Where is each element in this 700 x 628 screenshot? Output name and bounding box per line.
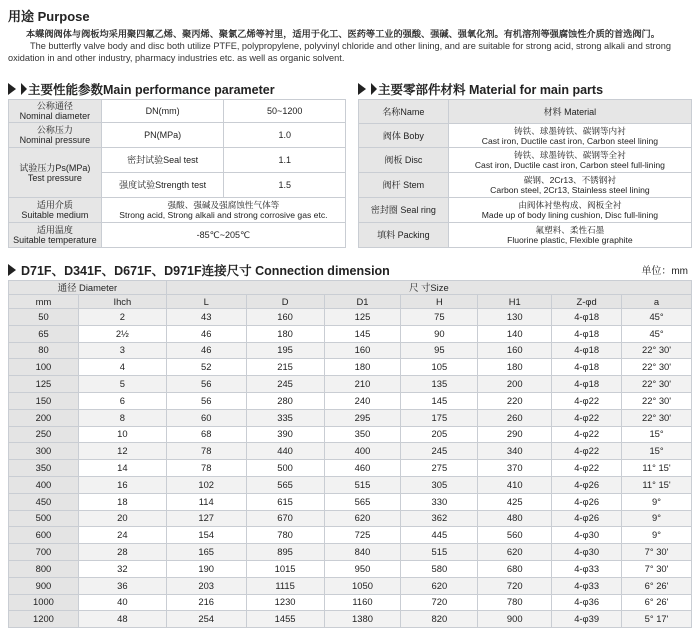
table-cell: 220 <box>478 392 552 409</box>
table-cell: 65 <box>9 325 79 342</box>
table-cell: 190 <box>166 560 246 577</box>
table-cell: 1115 <box>246 577 324 594</box>
table-cell: 330 <box>401 493 478 510</box>
table-row <box>9 309 692 326</box>
part-name-cell: 阀体 Boby <box>359 124 449 148</box>
table-cell: 6° 26' <box>622 594 692 611</box>
table-cell: 445 <box>401 527 478 544</box>
table-cell: 140 <box>478 325 552 342</box>
table-cell: 7° 30' <box>622 544 692 561</box>
table-cell: 3 <box>78 342 166 359</box>
table-row <box>9 611 692 628</box>
table-cell: 1015 <box>246 560 324 577</box>
column-header: H1 <box>478 295 552 309</box>
key-cell: PN(MPa) <box>101 123 224 148</box>
table-cell: 1455 <box>246 611 324 628</box>
table-cell: 48 <box>78 611 166 628</box>
table-cell: 370 <box>478 460 552 477</box>
table-cell: 780 <box>478 594 552 611</box>
table-cell: 8 <box>78 409 166 426</box>
table-cell: 46 <box>166 342 246 359</box>
table-cell: 18 <box>78 493 166 510</box>
table-cell: 9° <box>622 493 692 510</box>
table-cell: 105 <box>401 359 478 376</box>
table-cell: 400 <box>9 476 79 493</box>
column-header: mm <box>9 295 79 309</box>
table-cell: 125 <box>9 376 79 393</box>
table-cell: 250 <box>9 426 79 443</box>
table-cell: 130 <box>478 309 552 326</box>
table-cell: 150 <box>9 392 79 409</box>
table-cell: 480 <box>478 510 552 527</box>
table-cell: 400 <box>324 443 401 460</box>
table-cell: 145 <box>324 325 401 342</box>
table-cell: 780 <box>246 527 324 544</box>
table-cell: 203 <box>166 577 246 594</box>
triangle-marker-icon <box>358 83 366 95</box>
table-cell: 305 <box>401 476 478 493</box>
table-cell: 4-φ22 <box>552 460 622 477</box>
table-cell: 260 <box>478 409 552 426</box>
table-cell: 216 <box>166 594 246 611</box>
value-cell: 1.5 <box>224 173 346 198</box>
table-row <box>9 123 346 148</box>
table-row <box>9 460 692 477</box>
performance-table <box>8 99 346 248</box>
table-cell: 45° <box>622 325 692 342</box>
table-cell: 4-φ33 <box>552 560 622 577</box>
value-cell: 强酸、强碱及强腐蚀性气体等 Strong acid, Strong alkali and strong corrosive gas etc. <box>101 198 345 223</box>
table-cell: 725 <box>324 527 401 544</box>
table-cell: 15° <box>622 426 692 443</box>
table-cell: 820 <box>401 611 478 628</box>
table-cell: 46 <box>166 325 246 342</box>
table-cell: 460 <box>324 460 401 477</box>
table-cell: 900 <box>9 577 79 594</box>
table-row <box>359 173 692 198</box>
table-cell: 40 <box>78 594 166 611</box>
column-header: D <box>246 295 324 309</box>
table-cell: 500 <box>9 510 79 527</box>
table-row <box>359 100 692 124</box>
key-cell: DN(mm) <box>101 100 224 123</box>
table-cell: 5° 17' <box>622 611 692 628</box>
table-cell: 1380 <box>324 611 401 628</box>
table-cell: 12 <box>78 443 166 460</box>
table-cell: 4-φ18 <box>552 325 622 342</box>
table-cell: 4-φ18 <box>552 376 622 393</box>
table-cell: 11° 15' <box>622 460 692 477</box>
table-cell: 43 <box>166 309 246 326</box>
table-cell: 500 <box>246 460 324 477</box>
table-cell: 145 <box>401 392 478 409</box>
column-header: L <box>166 295 246 309</box>
table-cell: 560 <box>478 527 552 544</box>
table-cell: 565 <box>324 493 401 510</box>
purpose-section <box>8 6 694 64</box>
purpose-text-en: The butterfly valve body and disc both utilize PTFE, polypropylene, polyvinyl chloride and other lining, and are suitable for strong acid, strong alkali and strong oxidation in and other industry, pharmacy industries etc. as well as organic solvent. <box>8 41 671 63</box>
label-cell: 试验压力Ps(MPa) Test pressure <box>9 148 102 198</box>
table-cell: 275 <box>401 460 478 477</box>
table-cell: 22° 30' <box>622 409 692 426</box>
part-name-cell: 阀杆 Stem <box>359 173 449 198</box>
table-cell: 28 <box>78 544 166 561</box>
table-cell: 900 <box>478 611 552 628</box>
table-cell: 154 <box>166 527 246 544</box>
triangle-marker-icon <box>8 264 16 276</box>
table-cell: 5 <box>78 376 166 393</box>
table-cell: 720 <box>401 594 478 611</box>
table-cell: 24 <box>78 527 166 544</box>
table-cell: 425 <box>478 493 552 510</box>
table-cell: 4-φ26 <box>552 510 622 527</box>
table-cell: 6° 26' <box>622 577 692 594</box>
table-cell: 335 <box>246 409 324 426</box>
table-row <box>9 100 346 123</box>
dimension-table-body <box>9 309 692 628</box>
table-cell: 4-φ18 <box>552 359 622 376</box>
table-cell: 840 <box>324 544 401 561</box>
table-cell: 36 <box>78 577 166 594</box>
materials-section-title <box>358 80 692 98</box>
table-cell: 340 <box>478 443 552 460</box>
table-cell: 2½ <box>78 325 166 342</box>
table-cell: 4-φ36 <box>552 594 622 611</box>
table-cell: 165 <box>166 544 246 561</box>
table-row <box>9 426 692 443</box>
table-cell: 11° 15' <box>622 476 692 493</box>
part-name-cell: 填料 Packing <box>359 223 449 248</box>
table-cell: 620 <box>401 577 478 594</box>
table-cell: 7° 30' <box>622 560 692 577</box>
table-row <box>9 342 692 359</box>
table-cell: 615 <box>246 493 324 510</box>
table-cell: 4-φ39 <box>552 611 622 628</box>
table-cell: 300 <box>9 443 79 460</box>
dimension-title: D71F、D341F、D671F、D971F连接尺寸 Connection dimension <box>21 264 390 278</box>
column-header: Ihch <box>78 295 166 309</box>
table-cell: 15° <box>622 443 692 460</box>
table-cell: 22° 30' <box>622 359 692 376</box>
table-cell: 80 <box>9 342 79 359</box>
table-cell: 135 <box>401 376 478 393</box>
table-header-row <box>9 295 692 309</box>
table-cell: 950 <box>324 560 401 577</box>
material-cell: 铸铁、球墨铸铁、碳钢等内衬 Cast iron, Ductile cast iron, Carbon steel lining <box>448 124 691 148</box>
table-cell: 390 <box>246 426 324 443</box>
table-row <box>9 223 346 248</box>
performance-section-title <box>8 80 346 98</box>
table-cell: 102 <box>166 476 246 493</box>
table-cell: 515 <box>324 476 401 493</box>
table-cell: 180 <box>478 359 552 376</box>
table-cell: 195 <box>246 342 324 359</box>
table-cell: 9° <box>622 510 692 527</box>
table-cell: 670 <box>246 510 324 527</box>
table-row <box>9 493 692 510</box>
table-row <box>9 594 692 611</box>
table-cell: 22° 30' <box>622 342 692 359</box>
table-cell: 2 <box>78 309 166 326</box>
value-cell: -85℃~205℃ <box>101 223 345 248</box>
purpose-title: 用途 Purpose <box>8 9 90 24</box>
table-cell: 350 <box>9 460 79 477</box>
table-header-row <box>9 281 692 295</box>
triangle-marker-icon <box>371 83 377 95</box>
material-cell: 碳钢、2Cr13、不锈钢衬 Carbon steel, 2Cr13, Stainless steel lining <box>448 173 691 198</box>
table-cell: 410 <box>478 476 552 493</box>
table-cell: 215 <box>246 359 324 376</box>
table-cell: 450 <box>9 493 79 510</box>
table-cell: 1000 <box>9 594 79 611</box>
size-group-header: 尺 寸Size <box>166 281 691 295</box>
table-cell: 580 <box>401 560 478 577</box>
table-cell: 720 <box>478 577 552 594</box>
table-cell: 1230 <box>246 594 324 611</box>
table-cell: 895 <box>246 544 324 561</box>
table-cell: 295 <box>324 409 401 426</box>
dimension-section-title <box>8 261 568 279</box>
table-cell: 245 <box>401 443 478 460</box>
table-cell: 50 <box>9 309 79 326</box>
table-cell: 350 <box>324 426 401 443</box>
table-row <box>9 544 692 561</box>
table-row <box>9 577 692 594</box>
table-cell: 20 <box>78 510 166 527</box>
value-cell: 50~1200 <box>224 100 346 123</box>
table-cell: 620 <box>478 544 552 561</box>
table-cell: 127 <box>166 510 246 527</box>
column-header: Z-φd <box>552 295 622 309</box>
table-cell: 4-φ18 <box>552 309 622 326</box>
table-row <box>9 198 346 223</box>
table-cell: 95 <box>401 342 478 359</box>
table-cell: 620 <box>324 510 401 527</box>
table-cell: 10 <box>78 426 166 443</box>
table-cell: 56 <box>166 376 246 393</box>
table-cell: 78 <box>166 460 246 477</box>
table-cell: 175 <box>401 409 478 426</box>
table-cell: 1160 <box>324 594 401 611</box>
table-cell: 205 <box>401 426 478 443</box>
table-row <box>359 124 692 148</box>
table-cell: 75 <box>401 309 478 326</box>
table-row <box>9 392 692 409</box>
table-cell: 90 <box>401 325 478 342</box>
material-cell: 铸铁、球墨铸铁、碳钢等全衬 Cast iron, Ductile cast iron, Carbon steel full-lining <box>448 148 691 173</box>
table-cell: 1050 <box>324 577 401 594</box>
table-row <box>9 560 692 577</box>
label-cell: 适用温度 Suitable temperature <box>9 223 102 248</box>
table-cell: 4 <box>78 359 166 376</box>
value-cell: 1.1 <box>224 148 346 173</box>
table-cell: 1200 <box>9 611 79 628</box>
table-row <box>9 148 346 173</box>
dimension-table <box>8 280 692 628</box>
table-cell: 56 <box>166 392 246 409</box>
materials-title: 主要零部件材料 Material for main parts <box>378 83 604 97</box>
table-cell: 125 <box>324 309 401 326</box>
table-cell: 680 <box>478 560 552 577</box>
table-cell: 4-φ26 <box>552 476 622 493</box>
material-cell: 由阀体衬垫构成、阀板全衬 Made up of body lining cushion, Disc full-lining <box>448 198 691 223</box>
table-cell: 180 <box>324 359 401 376</box>
table-row <box>9 359 692 376</box>
table-row <box>359 148 692 173</box>
table-cell: 4-φ22 <box>552 443 622 460</box>
column-header: H <box>401 295 478 309</box>
table-cell: 114 <box>166 493 246 510</box>
table-row <box>9 527 692 544</box>
table-cell: 4-φ22 <box>552 392 622 409</box>
table-cell: 4-φ22 <box>552 409 622 426</box>
table-cell: 52 <box>166 359 246 376</box>
column-header: D1 <box>324 295 401 309</box>
table-cell: 160 <box>246 309 324 326</box>
name-header: 名称Name <box>359 100 449 124</box>
key-cell: 密封试验Seal test <box>101 148 224 173</box>
column-header: a <box>622 295 692 309</box>
table-cell: 240 <box>324 392 401 409</box>
label-cell: 公称压力 Nominal pressure <box>9 123 102 148</box>
table-row <box>359 223 692 248</box>
triangle-marker-icon <box>8 83 16 95</box>
material-header: 材料 Material <box>448 100 691 124</box>
table-cell: 200 <box>478 376 552 393</box>
label-cell: 公称通径 Nominal diameter <box>9 100 102 123</box>
table-cell: 4-φ33 <box>552 577 622 594</box>
table-row <box>9 325 692 342</box>
table-cell: 4-φ30 <box>552 527 622 544</box>
table-cell: 200 <box>9 409 79 426</box>
materials-table <box>358 99 692 248</box>
key-cell: 强度试验Strength test <box>101 173 224 198</box>
table-cell: 245 <box>246 376 324 393</box>
table-cell: 4-φ30 <box>552 544 622 561</box>
table-cell: 22° 30' <box>622 376 692 393</box>
table-cell: 32 <box>78 560 166 577</box>
label-cell: 适用介质 Suitable medium <box>9 198 102 223</box>
part-name-cell: 阀板 Disc <box>359 148 449 173</box>
table-cell: 4-φ26 <box>552 493 622 510</box>
table-cell: 210 <box>324 376 401 393</box>
table-cell: 68 <box>166 426 246 443</box>
performance-title: 主要性能参数Main performance parameter <box>28 83 275 97</box>
table-row <box>9 376 692 393</box>
purpose-text-cn: 本蝶阀阀体与阀板均采用聚四氟乙烯、聚丙烯、聚氯乙烯等衬里，适用于化工、医药等工业的强酸、强碱、强氧化剂。有机溶剂等强腐蚀性介质的首选阀门。 <box>26 29 660 39</box>
table-cell: 78 <box>166 443 246 460</box>
table-cell: 6 <box>78 392 166 409</box>
table-row <box>9 409 692 426</box>
table-cell: 22° 30' <box>622 392 692 409</box>
table-row <box>9 476 692 493</box>
table-cell: 515 <box>401 544 478 561</box>
table-cell: 440 <box>246 443 324 460</box>
table-cell: 14 <box>78 460 166 477</box>
value-cell: 1.0 <box>224 123 346 148</box>
triangle-marker-icon <box>21 83 27 95</box>
table-cell: 4-φ22 <box>552 426 622 443</box>
table-cell: 800 <box>9 560 79 577</box>
table-cell: 160 <box>478 342 552 359</box>
table-cell: 60 <box>166 409 246 426</box>
table-cell: 600 <box>9 527 79 544</box>
table-cell: 700 <box>9 544 79 561</box>
table-cell: 280 <box>246 392 324 409</box>
table-cell: 4-φ18 <box>552 342 622 359</box>
unit-label: 单位：mm <box>641 266 688 277</box>
table-cell: 16 <box>78 476 166 493</box>
material-cell: 氟塑料、柔性石墨 Fluorine plastic, Flexible graphite <box>448 223 691 248</box>
part-name-cell: 密封圈 Seal ring <box>359 198 449 223</box>
table-cell: 290 <box>478 426 552 443</box>
table-cell: 254 <box>166 611 246 628</box>
table-row <box>359 198 692 223</box>
table-row <box>9 443 692 460</box>
table-cell: 45° <box>622 309 692 326</box>
table-cell: 565 <box>246 476 324 493</box>
table-cell: 9° <box>622 527 692 544</box>
table-cell: 100 <box>9 359 79 376</box>
table-cell: 160 <box>324 342 401 359</box>
diameter-group-header: 通径 Diameter <box>9 281 167 295</box>
table-row <box>9 510 692 527</box>
table-cell: 180 <box>246 325 324 342</box>
table-cell: 362 <box>401 510 478 527</box>
